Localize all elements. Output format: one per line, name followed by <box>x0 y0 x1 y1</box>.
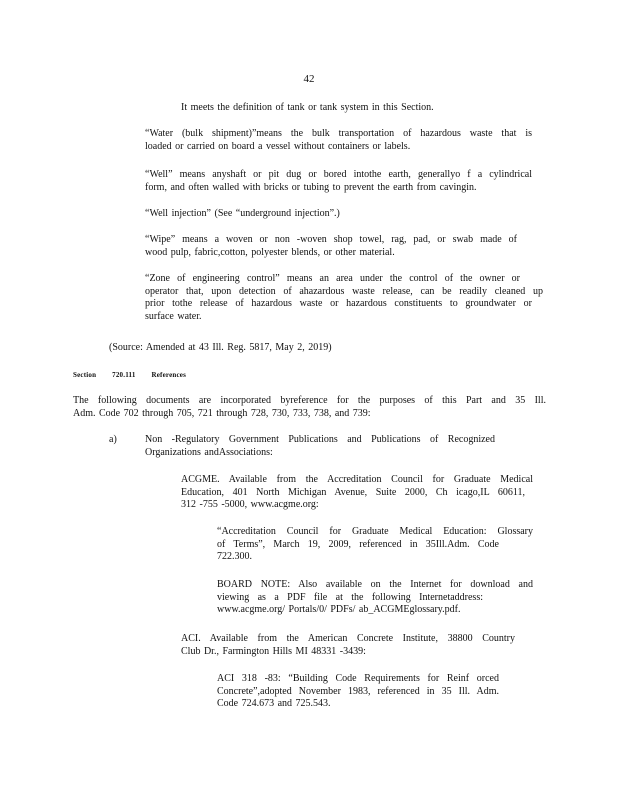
section-number: 720.111 <box>112 371 136 379</box>
definition-wipe <box>145 234 517 259</box>
text-line: Non -Regulatory Government Publications and Publications of Recognized <box>145 434 495 445</box>
text-line: “Wipe” means a woven or non -woven shop towel, rag, pad, or swab made of <box>145 234 517 245</box>
text-line: ACGME. Available from the Accreditation Council for Graduate Medical <box>181 474 533 485</box>
reference-acgme <box>181 474 533 512</box>
list-marker: a) <box>109 434 117 445</box>
text-line: form, and often walled with bricks or tubing to prevent the earth from cavingin. <box>145 181 477 193</box>
text-line: Organizations andAssociations: <box>145 446 273 458</box>
text-line: (Source: Amended at 43 Ill. Reg. 5817, May 2, 2019) <box>109 342 332 353</box>
text-line: Club Dr., Farmington Hills MI 48331 -3439: <box>181 645 366 657</box>
definition-well-injection <box>145 208 532 221</box>
text-line: 312 -755 -5000, www.acgme.org: <box>181 499 319 510</box>
section-title: References <box>151 371 187 379</box>
definitions-intro <box>181 102 481 115</box>
text-line: ACI 318 -83: “Building Code Requirements for Reinf orced <box>217 673 499 684</box>
text-line: Concrete”,adopted November 1983, referenced in 35 Ill. Adm. <box>217 685 499 697</box>
section-heading <box>73 369 200 382</box>
reference-aci <box>181 633 515 658</box>
text-line: operator that, upon detection of ahazardous waste release, can be readily cleaned up <box>145 285 543 297</box>
source-note <box>109 342 369 355</box>
text-line: of Terms”, March 19, 2009, referenced in 35Ill.Adm. Code <box>217 538 499 550</box>
text-line: Education, 401 North Michigan Avenue, Suite 2000, Ch icago,IL 60611, <box>181 486 525 498</box>
text-line: prior tothe release of hazardous waste or hazardous constituents to groundwater or <box>145 298 532 309</box>
text-line: “Water (bulk shipment)”means the bulk transportation of hazardous waste that is <box>145 128 532 139</box>
text-line: viewing as a PDF file at the following Internetaddress: <box>217 591 483 603</box>
reference-aci-318-83 <box>217 673 499 711</box>
reference-acgme-glossary <box>217 526 533 564</box>
text-line: loaded or carried on board a vessel without containers or labels. <box>145 140 411 152</box>
text-line: ACI. Available from the American Concrete Institute, 38800 Country <box>181 633 515 644</box>
definition-water-bulk-shipment <box>145 128 532 153</box>
text-line: surface water. <box>145 310 202 322</box>
text-line: “Well injection” (See “underground injection”.) <box>145 208 340 219</box>
text-line: www.acgme.org/ Portals/0/ PDFs/ ab_ACGMEglossary.pdf. <box>217 604 461 615</box>
section-label: Section <box>73 371 97 379</box>
text-line: Adm. Code 702 through 705, 721 through 728, 730, 733, 738, and 739: <box>73 407 371 419</box>
item-a-text <box>145 434 495 459</box>
text-line: 722.300. <box>217 551 252 562</box>
text-line: “Accreditation Council for Graduate Medical Education: Glossary <box>217 526 533 537</box>
text-line: It meets the definition of tank or tank system in this Section. <box>181 102 434 113</box>
page-number: 42 <box>303 73 315 85</box>
definition-zone-of-engineering-control <box>145 273 543 323</box>
reference-acgme-board-note <box>217 579 533 617</box>
definition-well <box>145 169 532 194</box>
references-intro <box>73 395 546 420</box>
text-line: BOARD NOTE: Also available on the Internet for download and <box>217 579 533 590</box>
item-a-marker <box>109 434 139 447</box>
text-line: Code 724.673 and 725.543. <box>217 698 331 709</box>
text-line: “Well” means anyshaft or pit dug or bored intothe earth, generallyo f a cylindrical <box>145 169 532 180</box>
text-line: “Zone of engineering control” means an area under the control of the owner or <box>145 273 520 284</box>
text-line: wood pulp, fabric,cotton, polyester blends, or other material. <box>145 246 395 258</box>
text-line: The following documents are incorporated byreference for the purposes of this Part and 35 Ill. <box>73 395 546 406</box>
